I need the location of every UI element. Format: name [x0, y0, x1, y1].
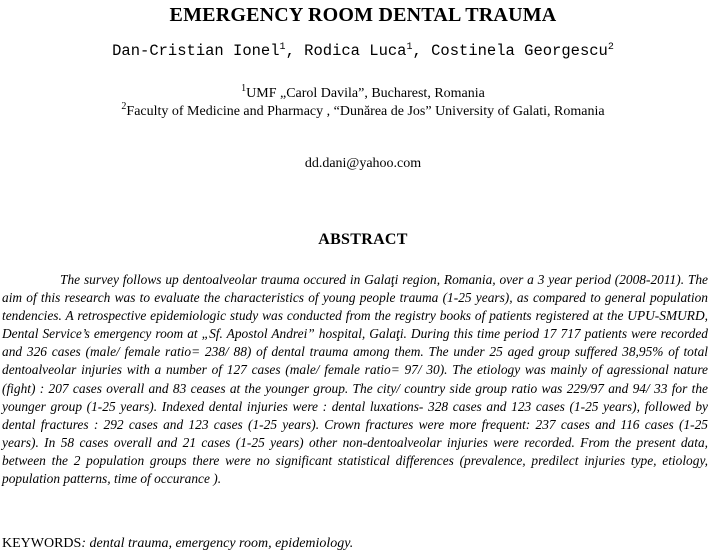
affiliation-text: Faculty of Medicine and Pharmacy , “Dunărea de Jos” University of Galati, Romania	[126, 104, 605, 119]
abstract-heading: ABSTRACT	[318, 231, 408, 248]
affiliation-1	[0, 83, 726, 102]
affiliation-text: UMF „Carol Davila”, Bucharest, Romania	[246, 86, 485, 101]
author-separator: ,	[412, 42, 432, 60]
keywords-label: KEYWORDS	[2, 536, 82, 551]
author-list	[0, 42, 726, 60]
paper-title: EMERGENCY ROOM DENTAL TRAUMA	[169, 4, 557, 26]
author-name: Dan-Cristian Ionel	[112, 42, 280, 60]
affiliation-mark: 2	[607, 42, 614, 53]
affiliation-mark: 2	[121, 101, 127, 112]
keywords-text: : dental trauma, emergency room, epidemiology.	[81, 536, 354, 551]
author-name: Rodica Luca	[304, 42, 407, 60]
keywords-line	[2, 536, 708, 552]
author-name: Costinela Georgescu	[431, 42, 608, 60]
author-email: dd.dani@yahoo.com	[304, 156, 422, 171]
author-separator: ,	[285, 42, 305, 60]
affiliation-mark: 1	[406, 42, 413, 53]
affiliation-mark: 1	[241, 83, 247, 94]
affiliation-2	[0, 101, 726, 120]
affiliation-mark: 1	[279, 42, 286, 53]
abstract-text: The survey follows up dentoalveolar trauma occured in Galaţi region, Romania, over a 3 year period (2008-2011). The aim of this research was to evaluate the characteristics of young people trauma (1-25 years), as compared to general population tendencies. A retrospective epidemiologic study was conducted from the registry books of patients registered at the UPU-SMURD, Dental Service’s emergency room at „Sf. Apostol Andrei” hospital, Galaţi. During this time period 17 717 patients were recorded and 326 cases (male/ female ratio= 238/ 88) of dental trauma among them. The under 25 aged group suffered 38,95% of total dentoalveolar injuries with a number of 127 cases (male/ female ratio= 97/ 30). The etiology was mainly of agressional nature (fight) : 207 cases overall and 83 ceases at the younger group. The city/ country side group ratio was 229/97 and 94/ 33 for the younger group (1-25 years). Indexed dental injuries were : dental luxations- 328 cases and 123 cases (1-25 years), followed by dental fractures : 292 cases and 123 cases (1-25 years). Crown fractures were more frequent: 237 cases and 116 cases (1-25 years). In 58 cases overall and 21 cases (1-25 years) other non-dentoalveolar injuries were recorded. From the present data, between the 2 population groups there were no significant statistical differences (prevalence, predilect injuries type, etiology, population patterns, time of occurance ).	[2, 272, 708, 487]
